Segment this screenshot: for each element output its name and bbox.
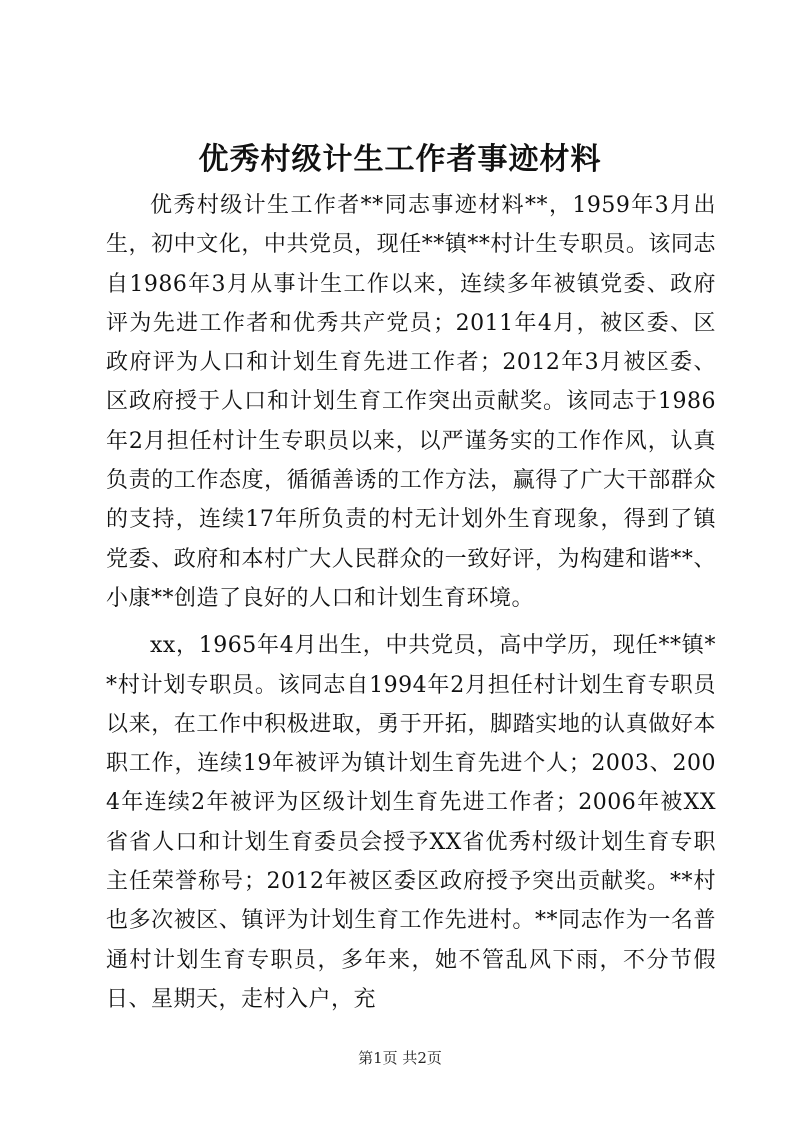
document-body <box>106 186 716 1019</box>
document-title: 优秀村级计生工作者事迹材料 <box>198 142 602 177</box>
paragraph-1: 优秀村级计生工作者**同志事迹材料**，1959年3月出生，初中文化，中共党员，现任**镇**村计生专职员。该同志自1986年3月从事计生工作以来，连续多年被镇党委、政府评为先进工作者和优秀共产党员；2011年4月，被区委、区政府评为人口和计划生育先进工作者；2012年3月被区委、区政府授于人口和计划生育工作突出贡献奖。该同志于1986年2月担任村计生专职员以来，以严谨务实的工作作风，认真负责的工作态度，循循善诱的工作方法，赢得了广大干部群众的支持，连续17年所负责的村无计划外生育现象，得到了镇党委、政府和本村广大人民群众的一致好评，为构建和谐**、小康**创造了良好的人口和计划生育环境。 <box>106 193 716 611</box>
page-footer: 第1页 共2页 <box>358 1049 442 1067</box>
paragraph-2: xx，1965年4月出生，中共党员，高中学历，现任**镇**村计划专职员。该同志自1994年2月担任村计划生育专职员以来，在工作中积极进取，勇于开拓，脚踏实地的认真做好本职工作，连续19年被评为镇计划生育先进个人；2003、2004年连续2年被评为区级计划生育先进工作者；2006年被XX省省人口和计划生育委员会授予XX省优秀村级计划生育专职主任荣誉称号；2012年被区委区政府授予突出贡献奖。**村也多次被区、镇评为计划生育工作先进村。**同志作为一名普通村计划生育专职员，多年来，她不管乱风下雨，不分节假日、星期天，走村入户，充 <box>106 633 716 1012</box>
